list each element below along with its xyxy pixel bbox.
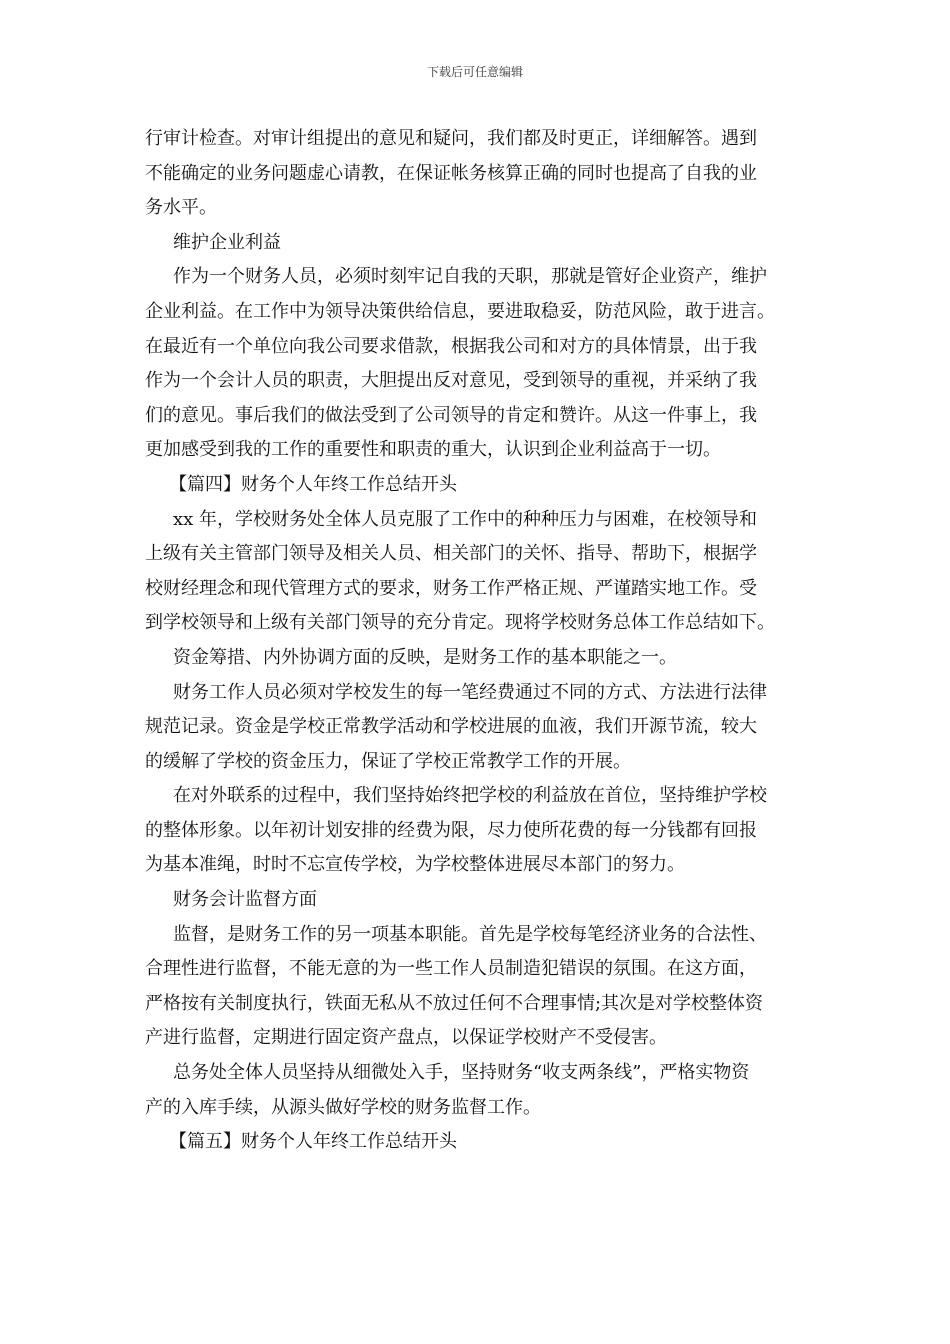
text-line: 校财经理念和现代管理方式的要求，财务工作严格正规、严谨踏实地工作。受	[145, 577, 757, 599]
text-line: 不能确定的业务问题虚心请教，在保证帐务核算正确的同时也提高了自我的业	[145, 162, 757, 184]
text-line: 在最近有一个单位向我公司要求借款，根据我公司和对方的具体情景，出于我	[145, 335, 757, 357]
text-line: 企业利益。在工作中为领导决策供给信息，要进取稳妥，防范风险，敢于进言。	[145, 300, 775, 322]
text-line: 产进行监督，定期进行固定资产盘点，以保证学校财产不受侵害。	[145, 1027, 667, 1049]
text-line: 到学校领导和上级有关部门领导的充分肯定。现将学校财务总体工作总结如下。	[145, 612, 775, 634]
text-line: 务水平。	[145, 197, 217, 219]
text-line: 监督，是财务工作的另一项基本职能。首先是学校每笔经济业务的合法性、	[173, 923, 767, 945]
text-line: 合理性进行监督，不能无意的为一些工作人员制造犯错误的氛围。在这方面，	[145, 958, 757, 980]
text-line: 严格按有关制度执行，铁面无私从不放过任何不合理事情;其次是对学校整体资	[145, 992, 764, 1014]
text-line: 规范记录。资金是学校正常教学活动和学校进展的血液，我们开源节流，较大	[145, 716, 757, 738]
section-subheading: 维护企业利益	[173, 231, 281, 253]
text-line: 们的意见。事后我们的做法受到了公司领导的肯定和赞许。从这一件事上，我	[145, 404, 757, 426]
page-header: 下载后可任意编辑	[426, 65, 523, 79]
section-heading: 【篇四】财务个人年终工作总结开头	[169, 473, 457, 495]
text-line: 作为一个会计人员的职责，大胆提出反对意见，受到领导的重视，并采纳了我	[145, 370, 757, 392]
text-line: 更加感受到我的工作的重要性和职责的重大，认识到企业利益高于一切。	[145, 439, 721, 461]
text-line: 资金筹措、内外协调方面的反映，是财务工作的基本职能之一。	[173, 646, 677, 668]
text-line: 总务处全体人员坚持从细微处入手，坚持财务“收支两条线”，严格实物资	[173, 1062, 750, 1084]
text-line: 上级有关主管部门领导及相关人员、相关部门的关怀、指导、帮助下，根据学	[145, 543, 757, 565]
text-line: 为基本准绳，时时不忘宣传学校，为学校整体进展尽本部门的努力。	[145, 854, 685, 876]
text-line: 产的入库手续，从源头做好学校的财务监督工作。	[145, 1096, 541, 1118]
section-heading: 【篇五】财务个人年终工作总结开头	[169, 1131, 457, 1153]
section-subheading: 财务会计监督方面	[173, 889, 317, 911]
text-line: 行审计检查。对审计组提出的意见和疑问，我们都及时更正，详细解答。遇到	[145, 128, 757, 149]
text-line: 作为一个财务人员，必须时刻牢记自我的天职，那就是管好企业资产，维护	[173, 266, 767, 288]
text-line: 的缓解了学校的资金压力，保证了学校正常教学工作的开展。	[145, 750, 631, 772]
document-body	[145, 122, 825, 1160]
text-line: xx 年，学校财务处全体人员克服了工作中的种种压力与困难，在校领导和	[173, 508, 758, 530]
text-line: 财务工作人员必须对学校发生的每一笔经费通过不同的方式、方法进行法律	[173, 681, 767, 703]
text-line: 在对外联系的过程中，我们坚持始终把学校的利益放在首位，坚持维护学校	[173, 785, 767, 807]
text-line: 的整体形象。以年初计划安排的经费为限，尽力使所花费的每一分钱都有回报	[145, 819, 757, 841]
